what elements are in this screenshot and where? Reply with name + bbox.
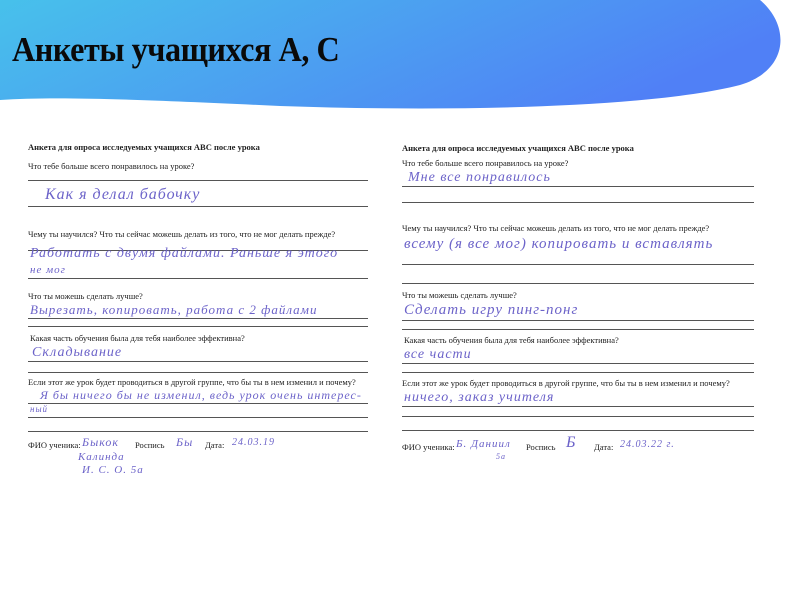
answer-2-line-2: не мог [30, 264, 66, 276]
answer-1: Как я делал бабочку [45, 186, 201, 203]
question-1: Что тебе больше всего понравилось на уроке? [28, 161, 195, 171]
signature-label: Роспись [526, 442, 556, 452]
question-4: Какая часть обучения была для тебя наиболее эффективна? [404, 335, 619, 345]
student-name-value-2: Калинда [78, 451, 125, 463]
date-value: 24.03.19 [232, 437, 275, 448]
question-5: Если этот же урок будет проводиться в другой группе, что бы ты в нем изменил и почему? [28, 377, 356, 387]
answer-2-line-1: Работать с двумя файлами. Раньше я этого [30, 246, 339, 261]
signature-value: Бы [176, 435, 194, 449]
question-4: Какая часть обучения была для тебя наиболее эффективна? [30, 333, 245, 343]
answer-4: все части [404, 347, 472, 362]
answer-line [402, 430, 754, 431]
answer-line [28, 326, 368, 327]
answer-1: Мне все понравилось [408, 170, 551, 185]
form-heading: Анкета для опроса исследуемых учащихся АВС после урока [28, 142, 260, 152]
answer-line [28, 403, 368, 404]
answer-line [402, 329, 754, 330]
answer-4: Складывание [32, 345, 123, 360]
answer-line [402, 406, 754, 407]
answer-3: Сделать игру пинг-понг [404, 302, 579, 318]
date-value: 24.03.22 г. [620, 439, 675, 450]
answer-line [28, 372, 368, 373]
signature-value: Б [566, 434, 577, 451]
form-heading: Анкета для опроса исследуемых учащихся АВС после урока [402, 143, 634, 153]
answer-line [402, 202, 754, 203]
student-name-label: ФИО ученика: [402, 442, 455, 452]
student-name-value-3: И. С. О. 5а [82, 464, 144, 476]
answer-line [28, 278, 368, 279]
question-1: Что тебе больше всего понравилось на уроке? [402, 158, 569, 168]
question-3: Что ты можешь сделать лучше? [28, 291, 143, 301]
answer-5-line-2: ный [30, 404, 49, 414]
question-5: Если этот же урок будет проводиться в другой группе, что бы ты в нем изменил и почему? [402, 378, 730, 388]
answer-line [28, 417, 368, 418]
answer-line [28, 431, 368, 432]
answer-line [402, 320, 754, 321]
question-2: Чему ты научился? Что ты сейчас можешь делать из того, что не мог делать прежде? [28, 229, 336, 239]
answer-line [402, 186, 754, 187]
answer-5-line-1: Я бы ничего бы не изменил, ведь урок очень интерес- [40, 388, 362, 402]
slide-title: Анкеты учащихся А, С [12, 30, 340, 69]
date-label: Дата: [205, 440, 225, 450]
answer-line [402, 283, 754, 284]
date-label: Дата: [594, 442, 614, 452]
answer-2: всему (я все мог) копировать и вставлять [404, 236, 714, 252]
answer-line [402, 372, 754, 373]
student-name-value: Б. Даниил [456, 438, 511, 450]
answer-line [28, 361, 368, 362]
answer-line [28, 206, 368, 207]
answer-line [28, 318, 368, 319]
answer-3: Вырезать, копировать, работа с 2 файлами [30, 302, 318, 317]
answer-line [402, 363, 754, 364]
student-name-label: ФИО ученика: [28, 440, 81, 450]
student-name-value: Быкок [82, 435, 119, 449]
question-2: Чему ты научился? Что ты сейчас можешь делать из того, что не мог делать прежде? [402, 223, 710, 233]
answer-line [28, 180, 368, 181]
answer-line [402, 416, 754, 417]
student-class-value: 5а [496, 452, 506, 461]
signature-label: Роспись [135, 440, 165, 450]
answer-5: ничего, заказ учителя [404, 390, 555, 405]
question-3: Что ты можешь сделать лучше? [402, 290, 517, 300]
answer-line [402, 264, 754, 265]
